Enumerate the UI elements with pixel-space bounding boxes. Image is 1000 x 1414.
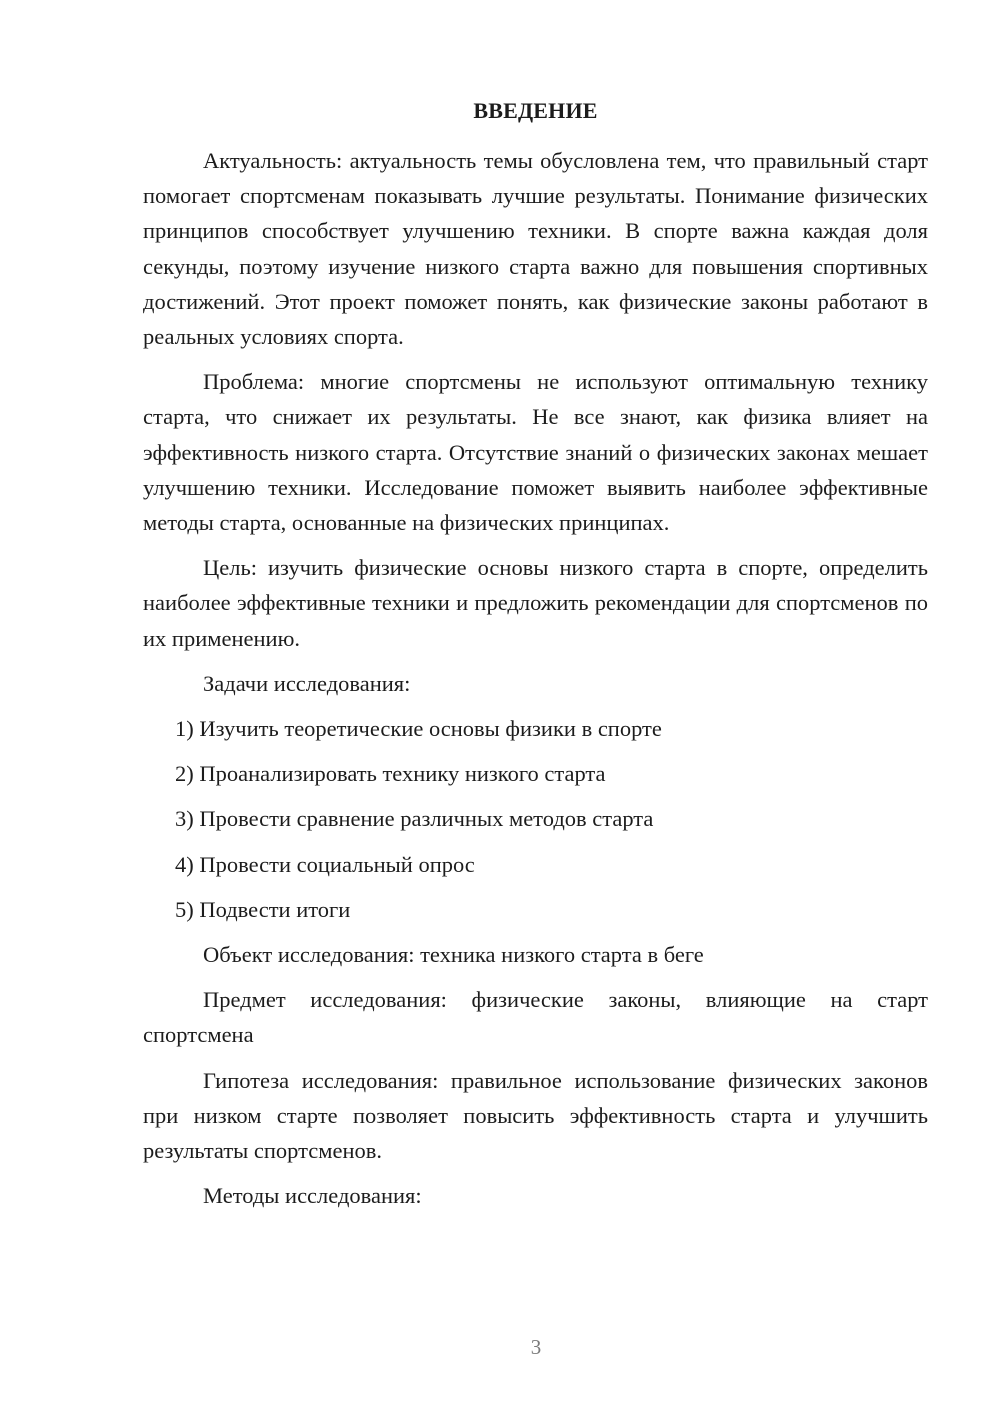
page-title: ВВЕДЕНИЕ [473, 98, 598, 123]
task-item-1: 1) Изучить теоретические основы физики в спорте [175, 716, 662, 742]
subject-paragraph: Предмет исследования: физические законы, влияющие на старт спортсмена [143, 987, 928, 1048]
problem-paragraph: Проблема: многие спортсмены не используют оптимальную технику старта, что снижает их результаты. Не все знают, как физика влияет на эффективность низкого старта. Отсутствие знаний о физических законах мешает улучшению техники. Исследование поможет выявить наиболее эффективные методы старта, основанные на физических принципах. [143, 369, 928, 536]
page-number: 3 [530, 1335, 542, 1359]
goal-paragraph: Цель: изучить физические основы низкого старта в спорте, определить наиболее эффективные техники и предложить рекомендации для спортсменов по их применению. [143, 555, 928, 651]
task-item-4: 4) Провести социальный опрос [175, 851, 475, 877]
object-paragraph: Объект исследования: техника низкого старта в беге [203, 942, 704, 968]
task-item-3: 3) Провести сравнение различных методов старта [175, 806, 654, 832]
methods-heading: Методы исследования: [203, 1183, 422, 1209]
tasks-heading: Задачи исследования: [203, 670, 411, 696]
task-item-2: 2) Проанализировать технику низкого старта [175, 761, 606, 787]
hypothesis-paragraph: Гипотеза исследования: правильное использование физических законов при низком старте позволяет повысить эффективность старта и улучшить результаты спортсменов. [143, 1067, 928, 1164]
document-body [143, 143, 928, 1223]
task-item-5: 5) Подвести итоги [175, 896, 351, 922]
relevance-paragraph: Актуальность: актуальность темы обусловлена тем, что правильный старт помогает спортсменам показывать лучшие результаты. Понимание физических принципов способствует улучшению техники. В спорте важна каждая доля секунды, поэтому изучение низкого старта важно для повышения спортивных достижений. Этот проект поможет понять, как физические законы работают в реальных условиях спорта. [143, 148, 928, 350]
